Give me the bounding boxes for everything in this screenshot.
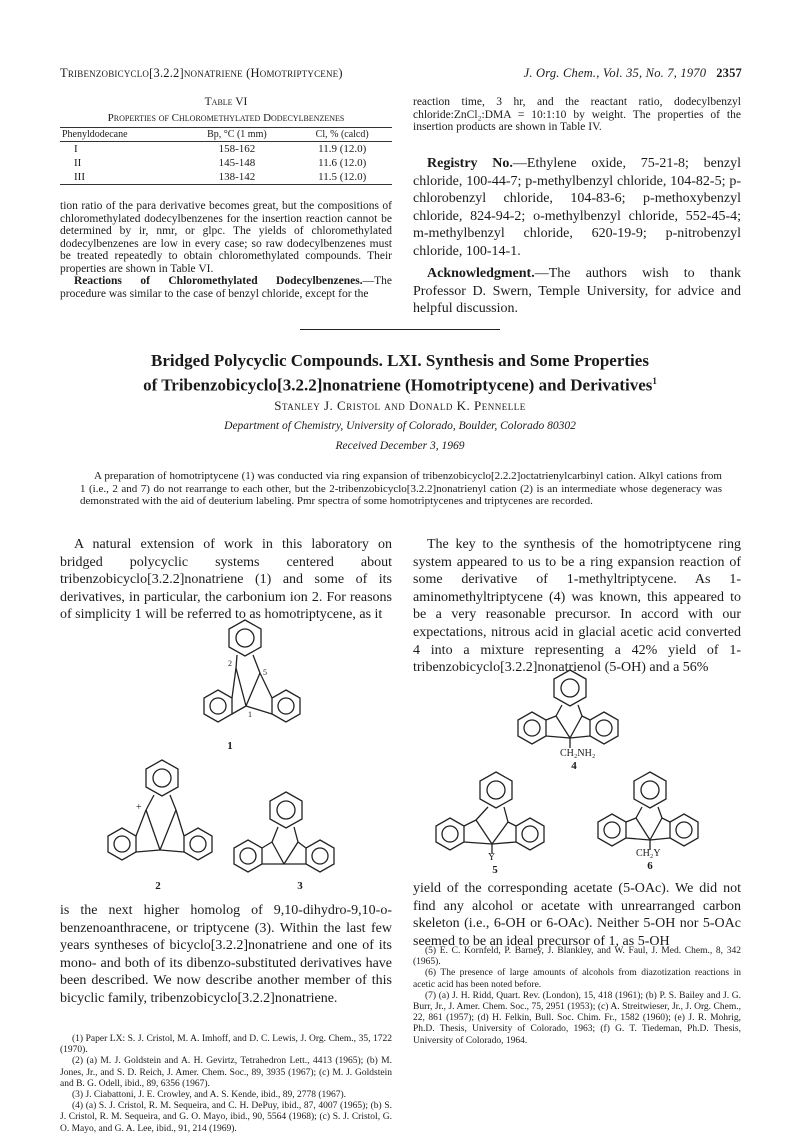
paragraph: tion ratio of the para derivative becomes great, but the compositions of chloromethylated dodecylbenzenes for the insertion reaction cannot be determined by ir, nmr, or glpc. The yields of chloromethylated dodecylbenzenes are low in every case; so raw dodecylbenzenes must be treated repeatedly to obtain chloromethylated compounds. Their properties are shown in Table VI.: [60, 200, 392, 275]
journal-name: J. Org. Chem., Vol. 35, No. 7, 1970: [523, 66, 707, 80]
table-row: [60, 142, 392, 157]
structure-label: 1: [227, 740, 233, 752]
structure-label: 5: [492, 864, 498, 876]
journal-citation: [524, 66, 742, 81]
table-header: Bp, °C (1 mm): [181, 128, 292, 142]
received-date: Received December 3, 1969: [335, 440, 465, 452]
structure-2: [100, 758, 220, 876]
substituent-label: CH₂Y: [636, 848, 661, 859]
benzene-ring: [234, 840, 262, 872]
registry-text: —Ethylene oxide, 75-21-8; benzyl chloride, 100-44-7; p-methylbenzyl chloride, 104-82-5; p-chlorobenzyl chloride, 104-83-6; p-methoxybenzyl chloride, 824-94-2; o-methylbenzyl chloride, 552-45-4; m-methylbenzyl chloride, 620-19-9; p-nitrobenzyl chloride, 100-14-1.: [413, 156, 741, 259]
benzene-ring: [670, 814, 698, 846]
article-title: [60, 350, 740, 396]
paragraph: The key to the synthesis of the homotriptycene ring system appeared to us to be a ring expansion reaction of some derivative of 1-methyltriptycene. As 1-aminomethyltriptycene (4) was known, this appeared to be a very reasonable precursor. In accord with our expectations, nitrous acid in glacial acetic acid converted 4 into a mixture representing a 42% yield of 1-tribenzobicyclo[3.2.2]nonatrienol (5-OH) and a 56%: [413, 537, 741, 676]
table-cell: 11.6 (12.0): [318, 157, 367, 169]
benzene-ring: [480, 772, 512, 808]
benzene-ring: [184, 828, 212, 860]
table-header: Cl, % (calcd): [292, 128, 392, 142]
running-head: Tribenzobicyclo[3.2.2]nonatriene (Homotriptycene): [60, 66, 343, 80]
table-cell: 11.5 (12.0): [292, 170, 392, 185]
properties-table: [60, 127, 392, 185]
footnotes-left: [60, 1034, 392, 1135]
substituent-label: CH₂NH₂: [560, 748, 596, 759]
table-cell: I: [74, 143, 78, 155]
paragraph: reaction time, 3 hr, and the reactant ratio, dodecylbenzyl chloride:ZnCl₂:DMA = 10:1:10 by weight. The properties of the insertion products are shown in Table IV.: [413, 96, 741, 133]
position-label: 1: [248, 710, 252, 719]
authors: Stanley J. Cristol and Donald K. Pennelle: [274, 398, 526, 413]
table-row: [60, 156, 392, 170]
article-divider: [300, 329, 500, 330]
prev-article-right: [413, 96, 741, 134]
acknowledgment-block: [413, 265, 741, 318]
page-number: 2357: [716, 66, 742, 80]
benzene-ring: [270, 792, 302, 828]
ack-text: —The authors wish to thank Professor D. Swern, Temple University, for advice and helpful discussion.: [413, 266, 741, 317]
prev-article-left: [60, 200, 392, 300]
structure-1: [200, 618, 310, 736]
paragraph: —The procedure was similar to the case of benzyl chloride, except for the: [60, 275, 392, 300]
table-cell: 138-142: [181, 170, 292, 185]
intro-right: [413, 536, 741, 677]
benzene-ring: [204, 690, 232, 722]
intro-left: [60, 536, 392, 624]
table-subtitle: Properties of Chloromethylated Dodecylbenzenes: [107, 112, 345, 124]
footnote: (2) (a) M. J. Goldstein and A. H. Gevirtz, Tetrahedron Lett., 4413 (1965); (b) M. Jones, Jr., and S. D. Reich, J. Amer. Chem. Soc., 89, 3935 (1967); (c) M. J. Goldstein and B. G. Odell, ibid., 89, 6356 (1967).: [60, 1056, 392, 1089]
registry-block: [413, 155, 741, 261]
paragraph: A natural extension of work in this laboratory on bridged polycyclic systems centered about tribenzobicyclo[3.2.2]nonatriene (1) and some of its derivatives, in particular, the carbonium ion 2. For reasons of simplicity 1 will be referred to as homotriptycene, as it: [60, 537, 392, 623]
structure-6: [592, 770, 704, 860]
position-label: 2: [228, 659, 232, 668]
substituent-label: Y: [488, 852, 496, 863]
abstract: [80, 470, 722, 508]
registry-heading: Registry No.: [427, 156, 513, 171]
benzene-ring: [272, 690, 300, 722]
table-title: Table VI: [204, 96, 248, 108]
benzene-ring: [516, 818, 544, 850]
abstract-text: A preparation of homotriptycene (1) was conducted via ring expansion of tribenzobicyclo[2.2.2]octatrienylcarbinyl cation. Alkyl cations from 1 (i.e., 2 and 7) do not rearrange to each other, but the 2-tribenzobicyclo[3.2.2]nonatrienyl cation (2) is an intermediate whose degeneracy was demonstrated with the aid of deuterium labeling. Pmr spectra of some homotriptycenes and triptycenes are recorded.: [80, 470, 722, 507]
paragraph: is the next higher homolog of 9,10-dihydro-9,10-o-benzenoanthracene, or triptycene (3). Within the last few years syntheses of bicyclo[3.2.2]nonatriene and one of its mono- and both of its dibenzo-substituted derivatives have been described. We now describe another member of this bicyclic family, tribenzobicyclo[3.2.2]nonatriene.: [60, 903, 392, 1006]
benzene-ring: [229, 620, 261, 656]
cation-charge: +: [136, 802, 142, 813]
benzene-ring: [518, 712, 546, 744]
footnote: (1) Paper LX: S. J. Cristol, M. A. Imhoff, and D. C. Lewis, J. Org. Chem., 35, 1722 (1970).: [60, 1034, 392, 1056]
table-row: [60, 170, 392, 185]
footnotes-right: [413, 946, 741, 1047]
footnote: (7) (a) J. H. Ridd, Quart. Rev. (London), 15, 418 (1961); (b) P. S. Bailey and J. G. Burr, Jr., J. Amer. Chem. Soc., 75, 2951 (1953); (c) A. Streitwieser, Jr., J. Org. Chem., 22, 861 (1957); (d) H. Felkin, Bull. Soc. Chim. Fr., 1582 (1960); (e) J. R. Mohrig, Ph.D. Thesis, University of Colorado, 1963; (f) G. T. Tiedeman, Ph.D. Thesis, University of Colorado, 1964.: [413, 990, 741, 1046]
footnote: (5) E. C. Kornfeld, P. Barney, J. Blankley, and W. Faul, J. Med. Chem., 8, 342 (1965).: [413, 946, 741, 968]
title-line-1: Bridged Polycyclic Compounds. LXI. Synthesis and Some Properties: [151, 351, 649, 370]
table-cell: III: [60, 170, 181, 185]
footnote: (6) The presence of large amounts of alcohols from diazotization reactions in acetic acid has been noted before.: [413, 968, 741, 990]
table-cell: 145-148: [218, 157, 256, 169]
benzene-ring: [598, 814, 626, 846]
benzene-ring: [634, 772, 666, 808]
structure-label: 6: [647, 860, 653, 872]
footnote: (3) J. Ciabattoni, J. E. Crowley, and A. S. Kende, ibid., 89, 2778 (1967).: [72, 1090, 347, 1101]
table-header: Phenyldodecane: [60, 128, 181, 142]
intro-left-continued: [60, 902, 392, 1008]
benzene-ring: [590, 712, 618, 744]
table-cell: II: [74, 157, 82, 169]
footnote: (4) (a) S. J. Cristol, R. M. Sequeira, and C. H. DePuy, ibid., 87, 4007 (1965); (b) S. J. Cristol, R. M. Sequeira, and G. O. Mayo, ibid., 90, 5564 (1968); (c) S. J. Cristol, G. O. Mayo, and G. A. Lee, ibid., 91, 214 (1969).: [60, 1101, 392, 1134]
structure-label: 3: [297, 880, 303, 892]
table-cell: 158-162: [218, 143, 256, 155]
paragraph: yield of the corresponding acetate (5-OAc). We did not find any alcohol or acetate with unrearranged carbon skeleton (i.e., 6-OH or 6-OAc). Neither 5-OH nor 5-OAc seemed to be an ideal precursor of 1, as 5-OH: [413, 881, 741, 949]
structure-label: 2: [155, 880, 161, 892]
table-cell: 11.9 (12.0): [318, 143, 367, 155]
benzene-ring: [306, 840, 334, 872]
table-vi: [60, 96, 392, 185]
benzene-ring: [146, 760, 178, 796]
affiliation: Department of Chemistry, University of Colorado, Boulder, Colorado 80302: [224, 420, 576, 432]
position-label: 5: [263, 668, 267, 677]
benzene-ring: [436, 818, 464, 850]
title-line-2: of Tribenzobicyclo[3.2.2]nonatriene (Homotriptycene) and Derivatives: [143, 375, 653, 395]
benzene-ring: [554, 670, 586, 706]
intro-right-continued: [413, 880, 741, 950]
title-footnote-mark: 1: [652, 376, 657, 386]
structure-label: 4: [571, 760, 577, 772]
structure-3: [228, 790, 340, 882]
ack-heading: Acknowledgment.: [427, 266, 535, 281]
benzene-ring: [108, 828, 136, 860]
section-heading: Reactions of Chloromethylated Dodecylbenzenes.: [74, 275, 363, 287]
